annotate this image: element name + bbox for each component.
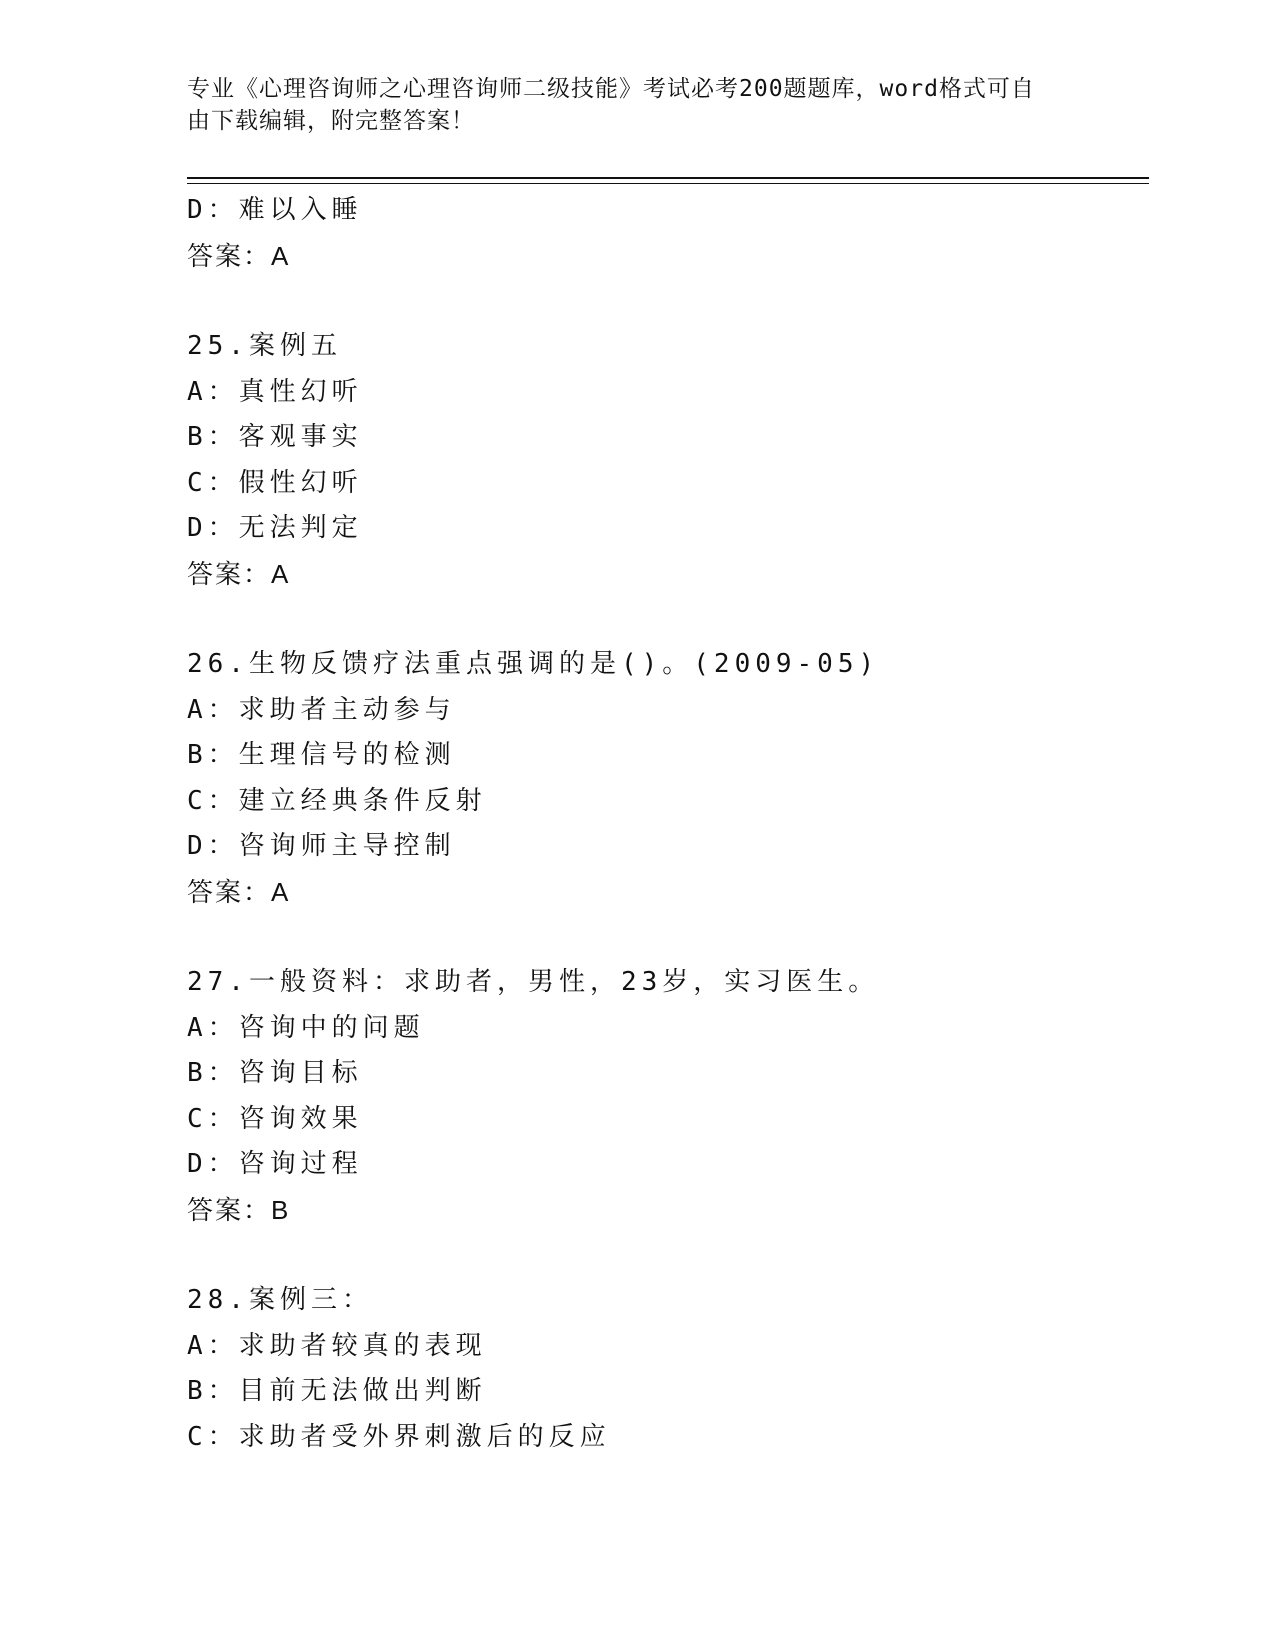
answer-line: 答案：A — [187, 240, 291, 271]
question-26 — [187, 642, 1147, 915]
question-25 — [187, 324, 1147, 597]
previous-question-tail — [187, 188, 1147, 279]
answer-line: 答案：A — [187, 876, 291, 907]
question-title: 28.案例三： — [187, 1285, 373, 1315]
question-title: 27.一般资料：求助者，男性，23岁，实习医生。 — [187, 967, 880, 997]
option-d: D：咨询师主导控制 — [187, 831, 456, 861]
question-28 — [187, 1278, 1147, 1460]
header-line-1: 专业《心理咨询师之心理咨询师二级技能》考试必考200题题库，word格式可自 — [187, 76, 1035, 102]
header-line-2: 由下载编辑，附完整答案！ — [187, 108, 475, 134]
option-c: C：假性幻听 — [187, 467, 363, 498]
option-c: C：建立经典条件反射 — [187, 785, 487, 816]
option-a: A：求助者主动参与 — [187, 694, 456, 725]
answer-line: 答案：B — [187, 1194, 291, 1225]
option-b: B：客观事实 — [187, 422, 363, 452]
option-d: D：无法判定 — [187, 513, 363, 543]
question-title: 26.生物反馈疗法重点强调的是()。(2009-05) — [187, 649, 880, 679]
question-title: 25.案例五 — [187, 331, 342, 361]
option-c: C：求助者受外界刺激后的反应 — [187, 1421, 611, 1452]
option-b: B：目前无法做出判断 — [187, 1376, 487, 1406]
option-a: A：咨询中的问题 — [187, 1012, 425, 1043]
option-b: B：生理信号的检测 — [187, 740, 456, 770]
option-c: C：咨询效果 — [187, 1103, 363, 1134]
document-header — [187, 73, 1067, 137]
question-list — [187, 188, 1147, 1460]
option-a: A：求助者较真的表现 — [187, 1330, 487, 1361]
option-a: A：真性幻听 — [187, 376, 363, 407]
option-d: D：难以入睡 — [187, 195, 363, 225]
header-divider-thin — [187, 183, 1149, 184]
option-d: D：咨询过程 — [187, 1149, 363, 1179]
option-b: B：咨询目标 — [187, 1058, 363, 1088]
answer-line: 答案：A — [187, 558, 291, 589]
question-27 — [187, 960, 1147, 1233]
header-divider-thick — [187, 177, 1149, 179]
